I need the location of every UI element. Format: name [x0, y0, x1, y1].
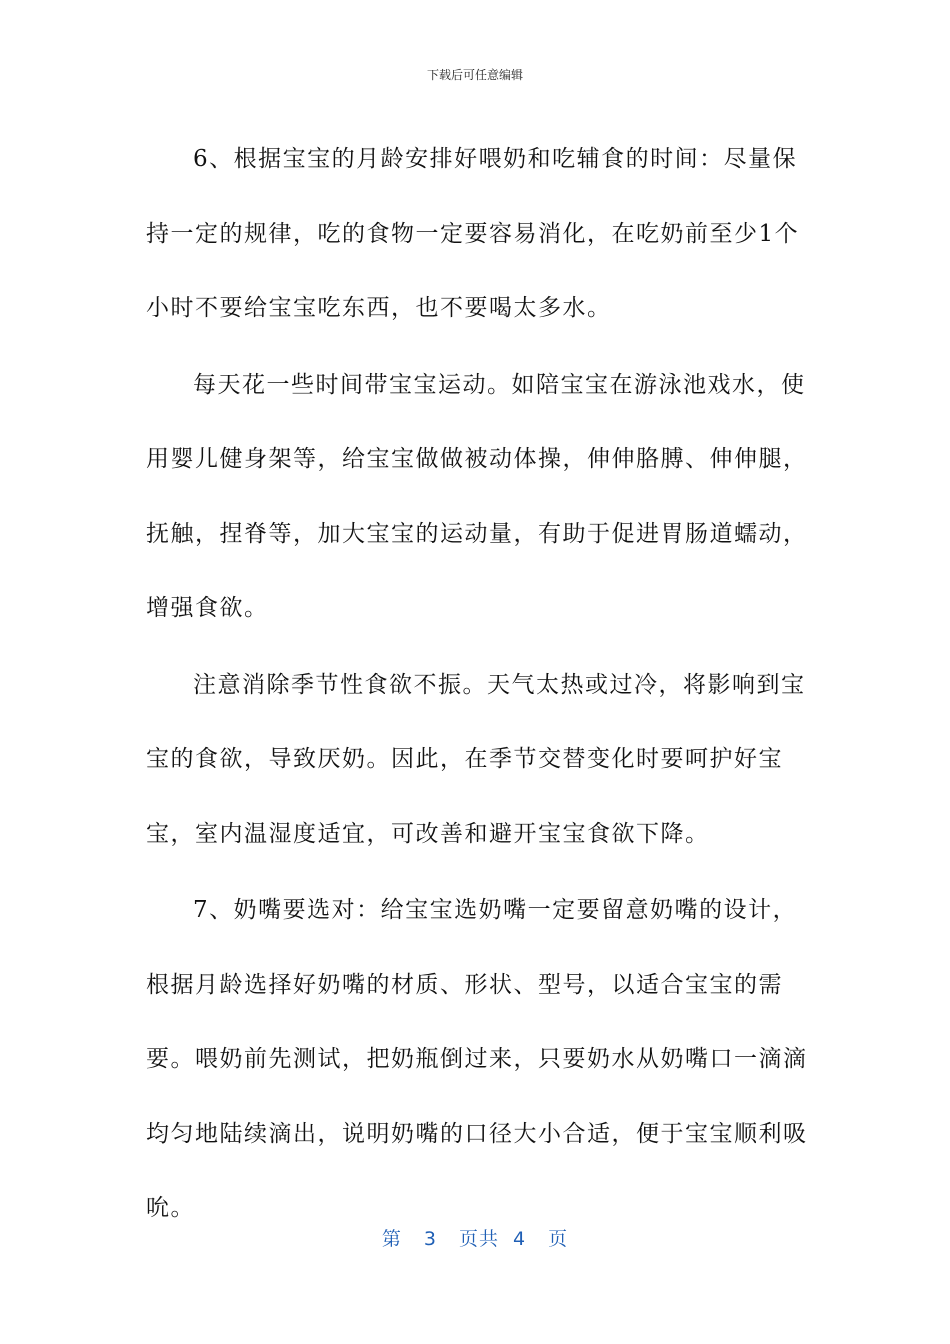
- document-body: [146, 122, 811, 1248]
- paragraph-nipple-selection: 7、奶嘴要选对：给宝宝选奶嘴一定要留意奶嘴的设计，根据月龄选择好奶嘴的材质、形状、型号，以适合宝宝的需要。喂奶前先测试，把奶瓶倒过来，只要奶水从奶嘴口一滴滴均匀地陆续滴出，说明奶嘴的口径大小合适，便于宝宝顺利吸吮。: [146, 897, 808, 1221]
- paragraph-seasonal-appetite: 注意消除季节性食欲不振。天气太热或过冷，将影响到宝宝的食欲，导致厌奶。因此，在季节交替变化时要呵护好宝宝，室内温湿度适宜，可改善和避开宝宝食欲下降。: [146, 671, 806, 847]
- footer-suffix: 页: [548, 1228, 569, 1250]
- paragraph-feeding-schedule: 6、根据宝宝的月龄安排好喂奶和吃辅食的时间：尽量保持一定的规律，吃的食物一定要容易消化，在吃奶前至少1个小时不要给宝宝吃东西，也不要喝太多水。: [146, 146, 800, 321]
- footer-current-page: 3: [423, 1228, 437, 1250]
- paragraph-exercise: 每天花一些时间带宝宝运动。如陪宝宝在游泳池戏水，使用婴儿健身架等，给宝宝做做被动体操，伸伸胳膊、伸伸腿，抚触，捏脊等，加大宝宝的运动量，有助于促进胃肠道蠕动，增强食欲。: [146, 371, 808, 621]
- header-note: 下载后可任意编辑: [426, 68, 523, 82]
- footer-total-pages: 4: [513, 1228, 527, 1250]
- footer-middle: 页共: [458, 1228, 499, 1250]
- footer-prefix: 第: [381, 1228, 402, 1250]
- page-footer: [0, 1224, 950, 1251]
